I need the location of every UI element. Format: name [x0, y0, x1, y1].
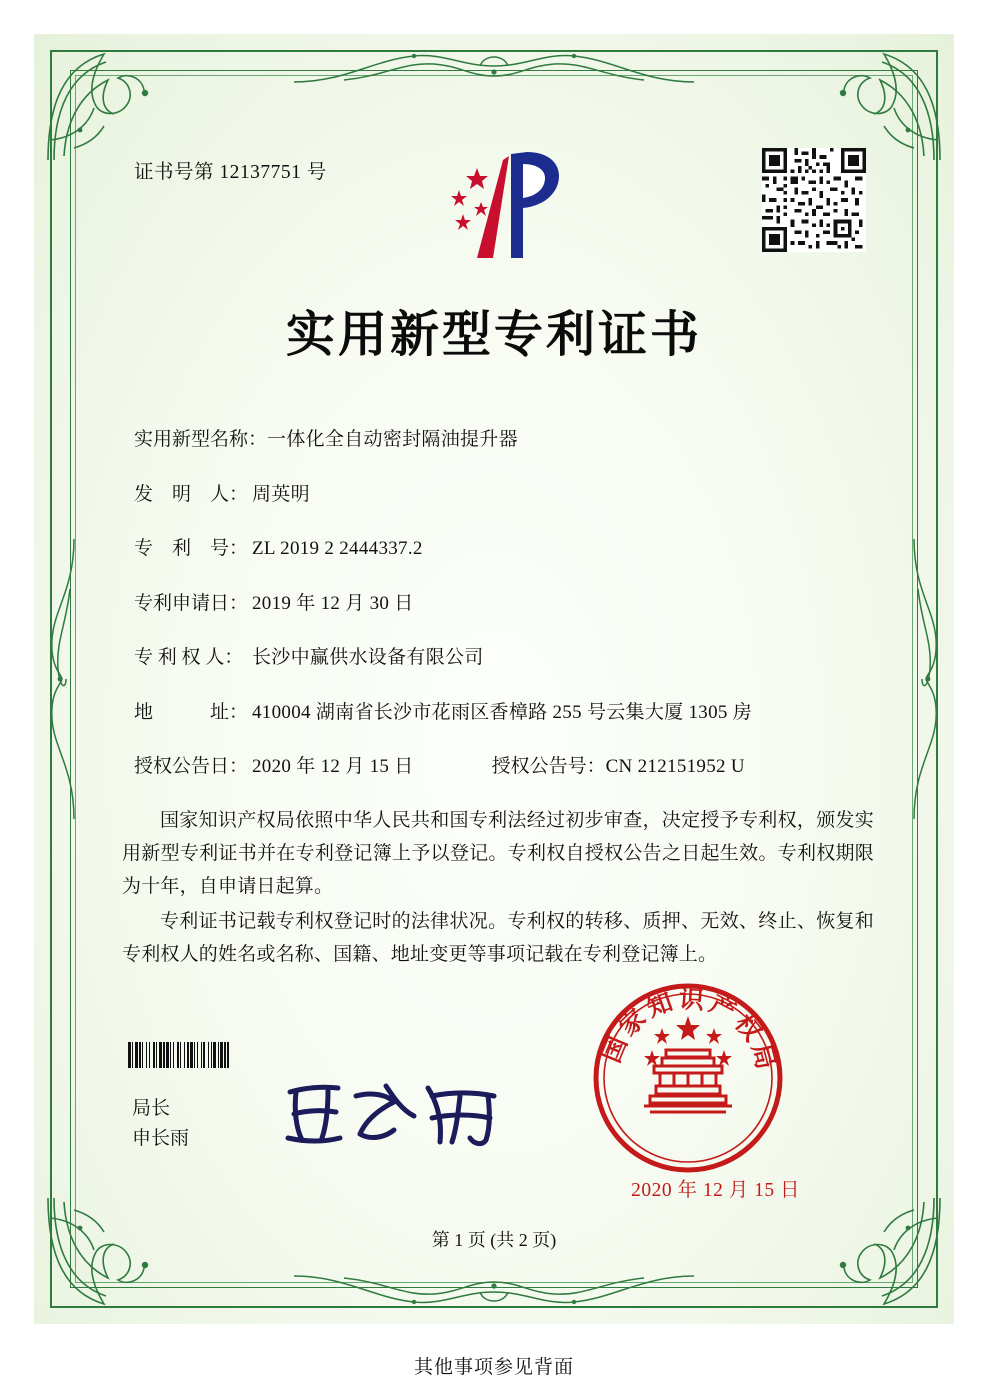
- barcode-icon: [128, 1042, 386, 1068]
- field-row-address: [134, 697, 870, 724]
- certificate-content: [100, 94, 888, 1264]
- director-block: [132, 1094, 189, 1154]
- page-number: 第 1 页 (共 2 页): [431, 1230, 557, 1250]
- handwritten-signature-icon: [282, 1076, 522, 1152]
- seal-date: 2020 年 12 月 15 日: [631, 1180, 800, 1201]
- field-label-grant-date: 授权公告日：: [134, 756, 249, 777]
- field-row-application-date: [134, 588, 870, 615]
- edge-ornament-icon: [284, 42, 704, 88]
- legal-text: [122, 804, 874, 973]
- qr-code-icon: [762, 148, 866, 252]
- field-row-patentee: [134, 642, 870, 669]
- field-value: ZL 2019 2 2444337.2: [252, 538, 423, 559]
- field-value-grant-no: CN 212151952 U: [605, 756, 745, 777]
- field-label: 专利申请日：: [134, 592, 249, 614]
- director-name: 申长雨: [132, 1128, 190, 1149]
- field-row-inventor: [134, 479, 870, 506]
- field-label: 地 址：: [134, 701, 249, 723]
- paragraph-2: 专利证书记载专利权登记时的法律状况。专利权的转移、质押、无效、终止、恢复和专利权人的姓名或名称、国籍、地址变更等事项记载在专利登记簿上。: [122, 911, 874, 965]
- field-label: 实用新型名称：: [134, 429, 268, 450]
- field-row-patent-number: [134, 533, 870, 560]
- edge-ornament-icon: [284, 1270, 704, 1316]
- seal-ring-text: 国家知识产权局: [596, 984, 782, 1077]
- field-label: 发 明 人：: [134, 483, 249, 505]
- certificate-paper: [34, 34, 954, 1324]
- field-value: 周英明: [252, 483, 310, 505]
- certificate-fields: [134, 424, 870, 806]
- field-value: 长沙中赢供水设备有限公司: [252, 647, 484, 668]
- director-label: 局长: [132, 1098, 171, 1119]
- field-value: 一体化全自动密封隔油提升器: [267, 429, 518, 450]
- field-label: 专 利 号：: [134, 538, 249, 559]
- footer-note: 其他事项参见背面: [413, 1356, 574, 1378]
- field-value: 410004 湖南省长沙市花雨区香樟路 255 号云集大厦 1305 房: [252, 701, 753, 723]
- official-red-seal-icon: [588, 978, 788, 1178]
- field-value: 2019 年 12 月 30 日: [252, 592, 414, 614]
- edge-ornament-icon: [908, 529, 948, 829]
- field-row-name: [134, 424, 870, 451]
- field-value-grant-date: 2020 年 12 月 15 日: [252, 756, 414, 777]
- paragraph-1: 国家知识产权局依照中华人民共和国专利法经过初步审查，决定授予专利权，颁发实用新型专利证书并在专利登记簿上予以登记。专利权自授权公告之日起生效。专利权期限为十年，自申请日起算。: [122, 810, 874, 897]
- field-label: 专 利 权 人：: [134, 647, 244, 668]
- edge-ornament-icon: [40, 529, 80, 829]
- field-row-grant: [134, 751, 870, 778]
- cnipa-logo-icon: [419, 146, 569, 266]
- certificate-number: 证书号第 12137751 号: [134, 162, 327, 183]
- page-title: 实用新型专利证书: [285, 305, 702, 363]
- field-label-grant-no: 授权公告号：: [491, 756, 606, 777]
